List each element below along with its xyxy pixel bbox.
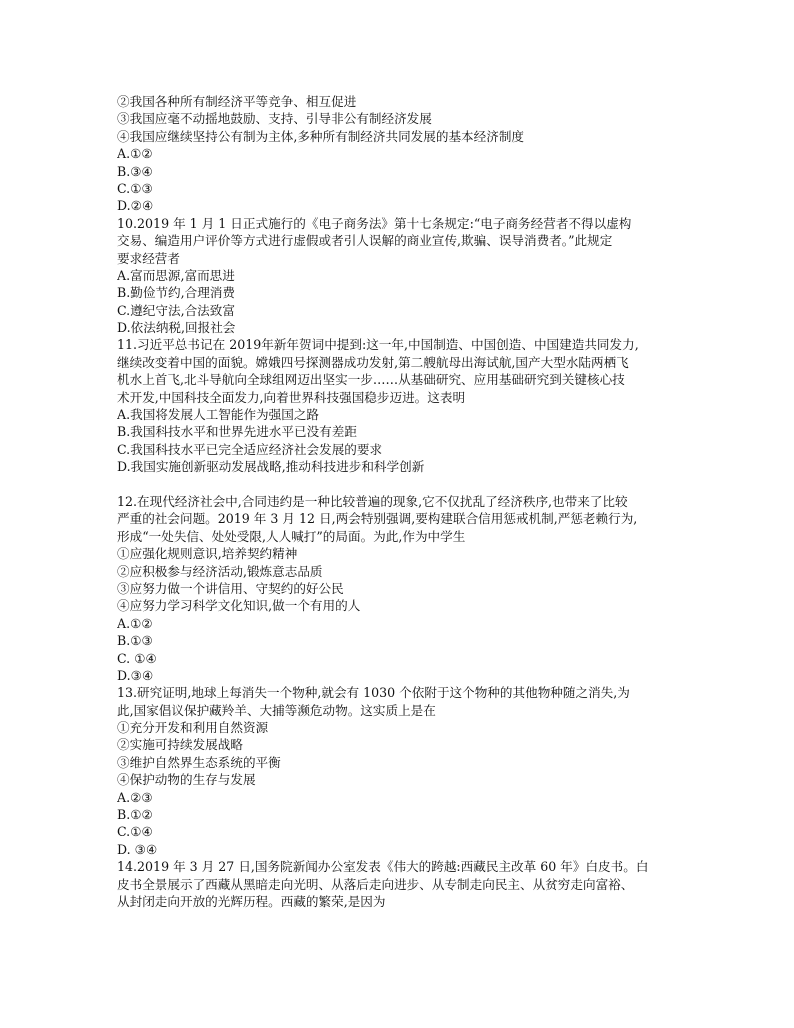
q12-item-1: ①应强化规则意识,培养契约精神: [117, 546, 298, 562]
q13-stem-line: 此,国家倡议保护藏羚羊、大捕等濒危动物。这实质上是在: [117, 702, 436, 718]
q13-choice-c: C.①④: [117, 824, 153, 840]
q11-choice-d: D.我国实施创新驱动发展战略,推动科技进步和科学创新: [117, 459, 425, 475]
q13-choice-a: A.②③: [117, 789, 153, 805]
q14-stem-line: 皮书全景展示了西藏从黑暗走向光明、从落后走向进步、从专制走向民主、从贫穷走向富裕、: [117, 876, 634, 892]
q11-stem-line: 11.习近平总书记在 2019年新年贺词中提到:这一年,中国制造、中国创造、中国建造共同发力,: [117, 337, 639, 353]
q10-stem-line: 要求经营者: [117, 250, 180, 266]
q12-choice-c: C. ①④: [117, 650, 157, 666]
q9-option-4: ④我国应继续坚持公有制为主体,多种所有制经济共同发展的基本经济制度: [117, 128, 525, 144]
q9-choice-a: A.①②: [117, 146, 153, 162]
blank-line: [117, 476, 692, 493]
q9-option-3: ③我国应毫不动摇地鼓励、支持、引导非公有制经济发展: [117, 111, 432, 127]
q13-item-1: ①充分开发和利用自然资源: [117, 720, 269, 736]
q12-stem-line: 12.在现代经济社会中,合同违约是一种比较普遍的现象,它不仅扰乱了经济秩序,也带来了比较: [117, 493, 628, 509]
q12-stem-line: 形成“一处失信、处处受限,人人喊打”的局面。为此,作为中学生: [117, 528, 466, 544]
q12-choice-b: B.①③: [117, 633, 153, 649]
q10-stem-line: 10.2019 年 1 月 1 日正式施行的《电子商务法》第十七条规定:“电子商务经营者不得以虚构: [117, 215, 632, 231]
q11-choice-a: A.我国将发展人工智能作为强国之路: [117, 407, 320, 423]
q10-choice-a: A.富而思源,富而思进: [117, 267, 235, 283]
q9-choice-c: C.①③: [117, 180, 153, 196]
q13-choice-d: D. ③④: [117, 841, 158, 857]
q12-stem-line: 严重的社会问题。2019 年 3 月 12 日,两会特别强调,要构建联合信用惩戒机制,严惩老赖行为,: [117, 511, 638, 527]
q12-item-3: ③应努力做一个讲信用、守契约的好公民: [117, 580, 344, 596]
q11-stem-line: 继续改变着中国的面貌。嫦娥四号探测器成功发射,第二艘航母出海试航,国产大型水陆两栖飞: [117, 354, 629, 370]
q11-stem-line: 术开发,中国科技全面发力,向着世界科技强国稳步迈进。这表明: [117, 389, 466, 405]
q10-choice-c: C.遵纪守法,合法致富: [117, 302, 235, 318]
q10-stem-line: 交易、编造用户评价等方式进行虚假或者引人误解的商业宣传,欺骗、误导消费者。”此规定: [117, 233, 613, 249]
q12-item-2: ②应积极参与经济活动,锻炼意志品质: [117, 563, 323, 579]
q10-choice-d: D.依法纳税,回报社会: [117, 320, 236, 336]
q13-item-2: ②实施可持续发展战略: [117, 737, 243, 753]
q13-item-3: ③维护自然界生态系统的平衡: [117, 754, 281, 770]
q14-stem-line: 14.2019 年 3 月 27 日,国务院新闻办公室发表《伟大的跨越:西藏民主改革 60 年》白皮书。白: [117, 859, 649, 875]
exam-page: [117, 93, 692, 910]
q14-stem-line: 从封闭走向开放的光辉历程。西藏的繁荣,是因为: [117, 893, 386, 909]
q9-choice-d: D.②④: [117, 198, 154, 214]
q11-choice-c: C.我国科技水平已完全适应经济社会发展的要求: [117, 441, 383, 457]
q11-stem-line: 机水上首飞,北斗导航向全球组网迈出坚实一步……从基础研究、应用基础研究到关键核心技: [117, 372, 625, 388]
q12-choice-d: D.③④: [117, 667, 154, 683]
q12-choice-a: A.①②: [117, 615, 153, 631]
q10-choice-b: B.勤俭节约,合理消费: [117, 285, 236, 301]
q9-option-2: ②我国各种所有制经济平等竞争、相互促进: [117, 94, 357, 109]
q11-choice-b: B.我国科技水平和世界先进水平已没有差距: [117, 424, 357, 440]
q13-choice-b: B.①②: [117, 807, 153, 823]
q13-stem-line: 13.研究证明,地球上每消失一个物种,就会有 1030 个依附于这个物种的其他物种随之消失,为: [117, 685, 630, 701]
q12-item-4: ④应努力学习科学文化知识,做一个有用的人: [117, 598, 361, 614]
q9-choice-b: B.③④: [117, 163, 153, 179]
q13-item-4: ④保护动物的生存与发展: [117, 772, 256, 788]
